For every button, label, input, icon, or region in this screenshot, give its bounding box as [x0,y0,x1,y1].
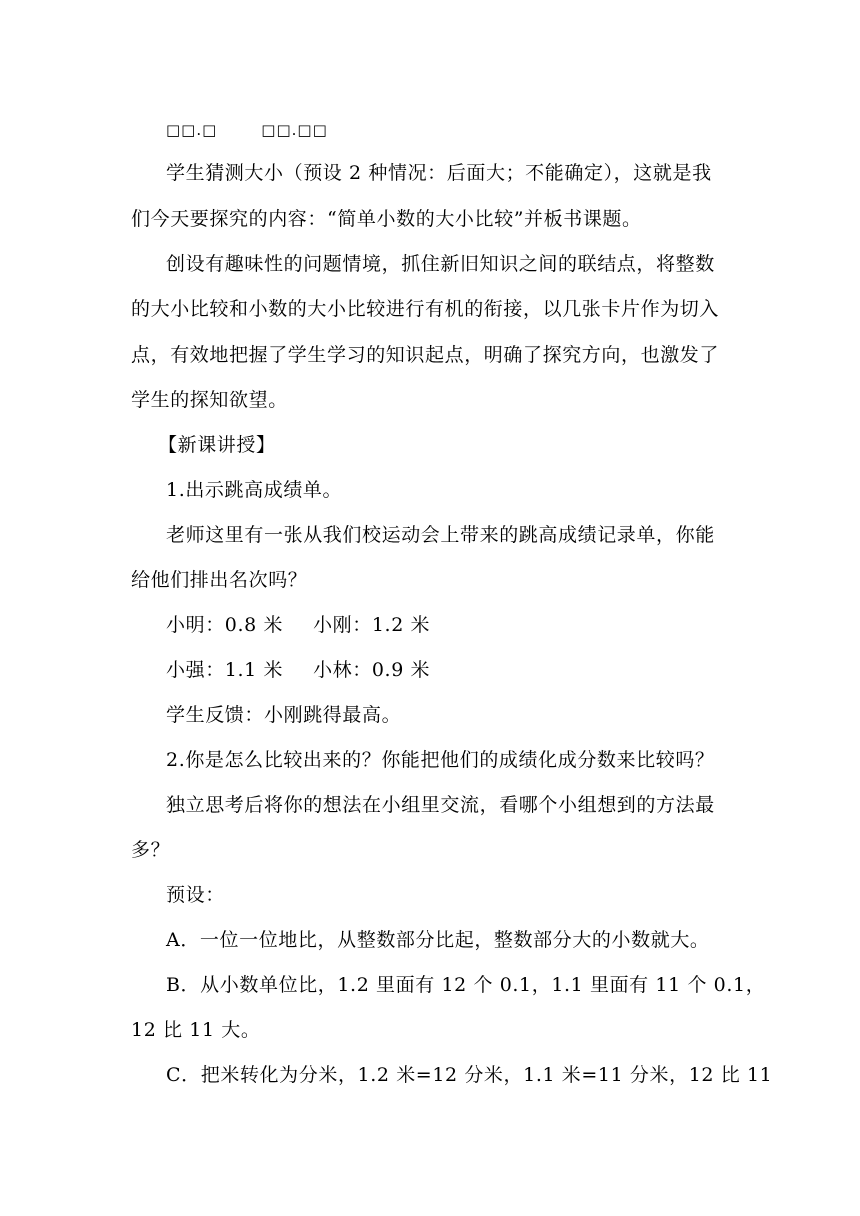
paragraph-line: 学生的探知欲望。 [131,389,288,411]
step-heading: 2.你是怎么比较出来的？你能把他们的成绩化成分数来比较吗？ [166,749,715,771]
paragraph-line: 老师这里有一张从我们校运动会上带来的跳高成绩记录单，你能 [166,524,715,546]
result-item: 小林：0.9 米 [313,659,431,681]
result-row [166,613,430,637]
option-c: C．把米转化为分米，1.2 米=12 分米，1.1 米=11 分米，12 比 11 [166,1064,773,1086]
number-card-left: □□.□ [166,121,218,139]
option-a: A．一位一位地比，从整数部分比起，整数部分大的小数就大。 [166,929,710,951]
number-cards-row [166,118,328,142]
paragraph-line: 点，有效地把握了学生学习的知识起点，明确了探究方向，也激发了 [131,344,720,366]
paragraph-line: 独立思考后将你的想法在小组里交流，看哪个小组想到的方法最 [166,794,715,816]
result-row [166,658,430,682]
paragraph-line: 给他们排出名次吗？ [131,569,308,591]
option-b-continued: 12 比 11 大。 [131,1019,261,1041]
option-b: B．从小数单位比，1.2 里面有 12 个 0.1，1.1 里面有 11 个 0.1， [166,974,766,996]
paragraph-line: 多？ [131,839,171,861]
paragraph-line: 学生反馈：小刚跳得最高。 [166,704,402,726]
result-item: 小强：1.1 米 [166,659,284,681]
section-heading: 【新课讲授】 [158,434,276,456]
paragraph-line: 预设： [166,884,225,906]
paragraph-line: 们今天要探究的内容：“简单小数的大小比较”并板书课题。 [131,208,642,230]
paragraph-line: 创设有趣味性的问题情境，抓住新旧知识之间的联结点，将整数 [166,253,715,275]
step-heading: 1.出示跳高成绩单。 [166,479,343,501]
result-item: 小刚：1.2 米 [313,614,431,636]
paragraph-line: 学生猜测大小（预设 2 种情况：后面大；不能确定），这就是我 [166,162,712,184]
paragraph-line: 的大小比较和小数的大小比较进行有机的衔接，以几张卡片作为切入 [131,298,720,320]
number-card-right: □□.□□ [261,121,328,139]
result-item: 小明：0.8 米 [166,614,284,636]
